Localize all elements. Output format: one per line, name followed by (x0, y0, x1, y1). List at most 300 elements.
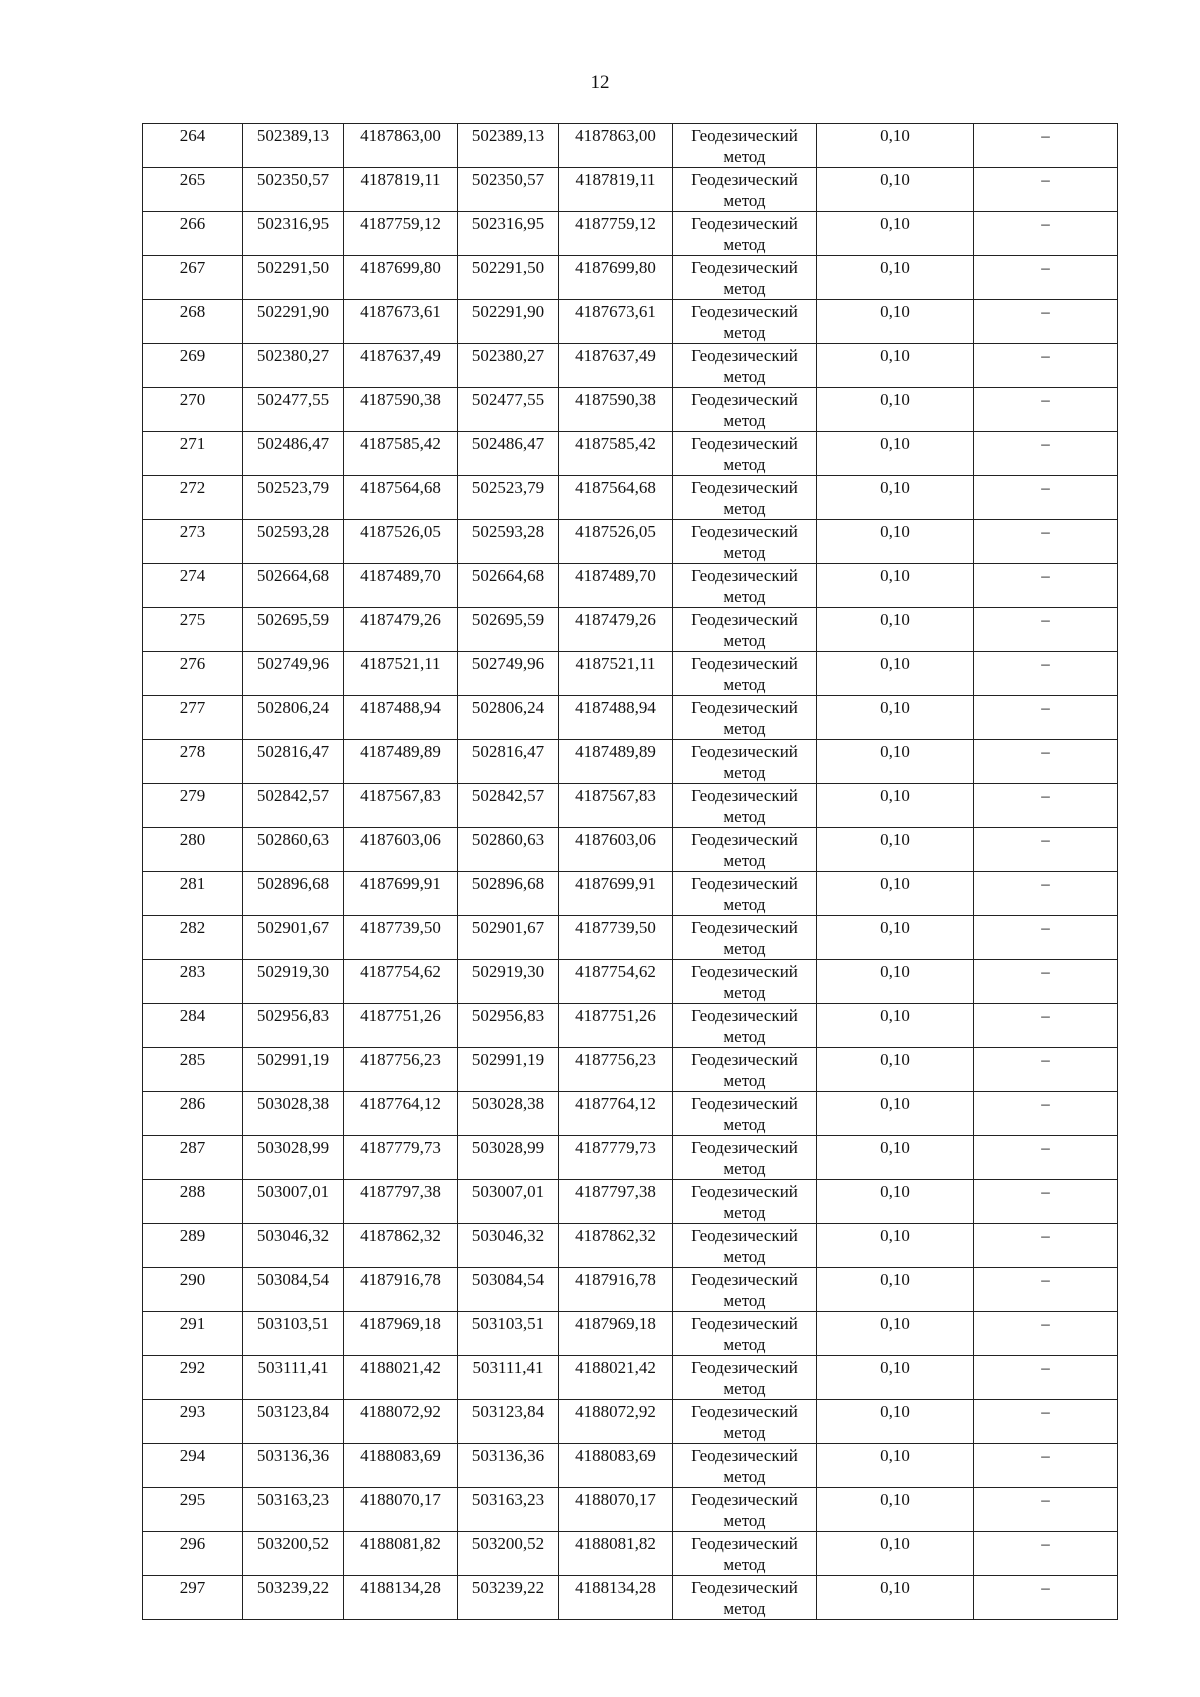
y-new-cell: 4187526,05 (559, 520, 673, 564)
accuracy-cell: 0,10 (817, 916, 974, 960)
point-number-cell: 288 (143, 1180, 243, 1224)
method-cell: Геодезический метод (673, 1048, 817, 1092)
table-row (143, 1048, 1118, 1092)
point-number-cell: 278 (143, 740, 243, 784)
table-row (143, 300, 1118, 344)
x-new-cell: 502842,57 (458, 784, 559, 828)
point-number-cell: 290 (143, 1268, 243, 1312)
description-cell: – (974, 828, 1118, 872)
method-cell: Геодезический метод (673, 1488, 817, 1532)
x-existing-cell: 502593,28 (243, 520, 344, 564)
x-existing-cell: 502695,59 (243, 608, 344, 652)
y-existing-cell: 4187637,49 (344, 344, 458, 388)
x-existing-cell: 502291,50 (243, 256, 344, 300)
method-cell: Геодезический метод (673, 608, 817, 652)
y-existing-cell: 4187489,89 (344, 740, 458, 784)
table-row (143, 1312, 1118, 1356)
y-existing-cell: 4187969,18 (344, 1312, 458, 1356)
point-number-cell: 273 (143, 520, 243, 564)
x-existing-cell: 503084,54 (243, 1268, 344, 1312)
x-new-cell: 503046,32 (458, 1224, 559, 1268)
description-cell: – (974, 1488, 1118, 1532)
y-existing-cell: 4187479,26 (344, 608, 458, 652)
method-cell: Геодезический метод (673, 432, 817, 476)
x-new-cell: 503239,22 (458, 1576, 559, 1620)
accuracy-cell: 0,10 (817, 432, 974, 476)
x-existing-cell: 502389,13 (243, 124, 344, 168)
method-cell: Геодезический метод (673, 652, 817, 696)
x-existing-cell: 502806,24 (243, 696, 344, 740)
description-cell: – (974, 740, 1118, 784)
description-cell: – (974, 432, 1118, 476)
x-existing-cell: 502316,95 (243, 212, 344, 256)
x-existing-cell: 502816,47 (243, 740, 344, 784)
table-row (143, 1268, 1118, 1312)
point-number-cell: 267 (143, 256, 243, 300)
y-existing-cell: 4187754,62 (344, 960, 458, 1004)
description-cell: – (974, 1400, 1118, 1444)
description-cell: – (974, 1180, 1118, 1224)
method-cell: Геодезический метод (673, 1092, 817, 1136)
method-cell: Геодезический метод (673, 1312, 817, 1356)
y-new-cell: 4187969,18 (559, 1312, 673, 1356)
method-cell: Геодезический метод (673, 784, 817, 828)
y-new-cell: 4187863,00 (559, 124, 673, 168)
description-cell: – (974, 1136, 1118, 1180)
y-existing-cell: 4187916,78 (344, 1268, 458, 1312)
accuracy-cell: 0,10 (817, 608, 974, 652)
x-new-cell: 502486,47 (458, 432, 559, 476)
table-row (143, 168, 1118, 212)
x-new-cell: 502816,47 (458, 740, 559, 784)
y-new-cell: 4188081,82 (559, 1532, 673, 1576)
method-cell: Геодезический метод (673, 1356, 817, 1400)
table-row (143, 696, 1118, 740)
x-existing-cell: 503163,23 (243, 1488, 344, 1532)
point-number-cell: 289 (143, 1224, 243, 1268)
description-cell: – (974, 256, 1118, 300)
y-new-cell: 4188070,17 (559, 1488, 673, 1532)
point-number-cell: 285 (143, 1048, 243, 1092)
y-new-cell: 4187564,68 (559, 476, 673, 520)
point-number-cell: 297 (143, 1576, 243, 1620)
x-existing-cell: 502896,68 (243, 872, 344, 916)
point-number-cell: 280 (143, 828, 243, 872)
y-new-cell: 4187585,42 (559, 432, 673, 476)
method-cell: Геодезический метод (673, 1180, 817, 1224)
y-new-cell: 4188072,92 (559, 1400, 673, 1444)
y-new-cell: 4188083,69 (559, 1444, 673, 1488)
accuracy-cell: 0,10 (817, 168, 974, 212)
point-number-cell: 282 (143, 916, 243, 960)
y-new-cell: 4187489,89 (559, 740, 673, 784)
accuracy-cell: 0,10 (817, 1400, 974, 1444)
method-cell: Геодезический метод (673, 1576, 817, 1620)
x-existing-cell: 502956,83 (243, 1004, 344, 1048)
accuracy-cell: 0,10 (817, 1444, 974, 1488)
y-new-cell: 4187699,80 (559, 256, 673, 300)
x-new-cell: 503136,36 (458, 1444, 559, 1488)
accuracy-cell: 0,10 (817, 828, 974, 872)
y-existing-cell: 4188081,82 (344, 1532, 458, 1576)
x-existing-cell: 502860,63 (243, 828, 344, 872)
y-new-cell: 4187489,70 (559, 564, 673, 608)
table-row (143, 1532, 1118, 1576)
x-new-cell: 502695,59 (458, 608, 559, 652)
point-number-cell: 284 (143, 1004, 243, 1048)
y-new-cell: 4187754,62 (559, 960, 673, 1004)
x-existing-cell: 502919,30 (243, 960, 344, 1004)
accuracy-cell: 0,10 (817, 652, 974, 696)
table-row (143, 476, 1118, 520)
x-existing-cell: 503200,52 (243, 1532, 344, 1576)
y-new-cell: 4187819,11 (559, 168, 673, 212)
x-new-cell: 502593,28 (458, 520, 559, 564)
x-new-cell: 502350,57 (458, 168, 559, 212)
x-new-cell: 502806,24 (458, 696, 559, 740)
x-new-cell: 502664,68 (458, 564, 559, 608)
accuracy-cell: 0,10 (817, 1488, 974, 1532)
description-cell: – (974, 652, 1118, 696)
method-cell: Геодезический метод (673, 740, 817, 784)
y-new-cell: 4187479,26 (559, 608, 673, 652)
table-row (143, 432, 1118, 476)
accuracy-cell: 0,10 (817, 1356, 974, 1400)
x-new-cell: 503163,23 (458, 1488, 559, 1532)
y-new-cell: 4188021,42 (559, 1356, 673, 1400)
x-existing-cell: 503123,84 (243, 1400, 344, 1444)
description-cell: – (974, 784, 1118, 828)
y-existing-cell: 4187489,70 (344, 564, 458, 608)
x-new-cell: 503084,54 (458, 1268, 559, 1312)
point-number-cell: 270 (143, 388, 243, 432)
x-new-cell: 502291,90 (458, 300, 559, 344)
x-new-cell: 502919,30 (458, 960, 559, 1004)
description-cell: – (974, 1004, 1118, 1048)
table-row (143, 916, 1118, 960)
point-number-cell: 293 (143, 1400, 243, 1444)
y-existing-cell: 4187797,38 (344, 1180, 458, 1224)
accuracy-cell: 0,10 (817, 1224, 974, 1268)
x-existing-cell: 502749,96 (243, 652, 344, 696)
method-cell: Геодезический метод (673, 1224, 817, 1268)
description-cell: – (974, 1092, 1118, 1136)
point-number-cell: 271 (143, 432, 243, 476)
x-existing-cell: 503007,01 (243, 1180, 344, 1224)
table-row (143, 1444, 1118, 1488)
description-cell: – (974, 1268, 1118, 1312)
table-row (143, 212, 1118, 256)
table-row (143, 256, 1118, 300)
x-new-cell: 503200,52 (458, 1532, 559, 1576)
table-row (143, 1136, 1118, 1180)
method-cell: Геодезический метод (673, 696, 817, 740)
y-existing-cell: 4187526,05 (344, 520, 458, 564)
description-cell: – (974, 916, 1118, 960)
description-cell: – (974, 1048, 1118, 1092)
y-existing-cell: 4187863,00 (344, 124, 458, 168)
point-number-cell: 294 (143, 1444, 243, 1488)
point-number-cell: 266 (143, 212, 243, 256)
method-cell: Геодезический метод (673, 1532, 817, 1576)
y-existing-cell: 4188134,28 (344, 1576, 458, 1620)
method-cell: Геодезический метод (673, 344, 817, 388)
y-new-cell: 4187673,61 (559, 300, 673, 344)
method-cell: Геодезический метод (673, 476, 817, 520)
description-cell: – (974, 1576, 1118, 1620)
x-new-cell: 503103,51 (458, 1312, 559, 1356)
accuracy-cell: 0,10 (817, 872, 974, 916)
method-cell: Геодезический метод (673, 1444, 817, 1488)
table-row (143, 828, 1118, 872)
table-row (143, 520, 1118, 564)
method-cell: Геодезический метод (673, 960, 817, 1004)
y-existing-cell: 4187699,91 (344, 872, 458, 916)
table-row (143, 388, 1118, 432)
description-cell: – (974, 1532, 1118, 1576)
x-existing-cell: 502486,47 (243, 432, 344, 476)
accuracy-cell: 0,10 (817, 1532, 974, 1576)
description-cell: – (974, 212, 1118, 256)
point-number-cell: 274 (143, 564, 243, 608)
description-cell: – (974, 1312, 1118, 1356)
x-existing-cell: 503103,51 (243, 1312, 344, 1356)
table-row (143, 1092, 1118, 1136)
x-existing-cell: 502477,55 (243, 388, 344, 432)
accuracy-cell: 0,10 (817, 960, 974, 1004)
table-row (143, 1224, 1118, 1268)
method-cell: Геодезический метод (673, 256, 817, 300)
point-number-cell: 275 (143, 608, 243, 652)
y-new-cell: 4188134,28 (559, 1576, 673, 1620)
page-number: 12 (590, 72, 610, 93)
x-new-cell: 502956,83 (458, 1004, 559, 1048)
y-new-cell: 4187779,73 (559, 1136, 673, 1180)
method-cell: Геодезический метод (673, 872, 817, 916)
x-new-cell: 502901,67 (458, 916, 559, 960)
x-existing-cell: 502991,19 (243, 1048, 344, 1092)
table-row (143, 1004, 1118, 1048)
accuracy-cell: 0,10 (817, 564, 974, 608)
method-cell: Геодезический метод (673, 1136, 817, 1180)
point-number-cell: 276 (143, 652, 243, 696)
accuracy-cell: 0,10 (817, 388, 974, 432)
x-existing-cell: 502842,57 (243, 784, 344, 828)
x-new-cell: 502860,63 (458, 828, 559, 872)
description-cell: – (974, 564, 1118, 608)
accuracy-cell: 0,10 (817, 1004, 974, 1048)
y-new-cell: 4187764,12 (559, 1092, 673, 1136)
x-existing-cell: 502380,27 (243, 344, 344, 388)
accuracy-cell: 0,10 (817, 300, 974, 344)
y-new-cell: 4187759,12 (559, 212, 673, 256)
x-new-cell: 502896,68 (458, 872, 559, 916)
coordinates-table (142, 123, 1118, 1620)
point-number-cell: 296 (143, 1532, 243, 1576)
description-cell: – (974, 168, 1118, 212)
description-cell: – (974, 476, 1118, 520)
description-cell: – (974, 300, 1118, 344)
table-row (143, 1180, 1118, 1224)
y-existing-cell: 4187759,12 (344, 212, 458, 256)
x-new-cell: 502389,13 (458, 124, 559, 168)
x-existing-cell: 503046,32 (243, 1224, 344, 1268)
x-existing-cell: 503111,41 (243, 1356, 344, 1400)
description-cell: – (974, 388, 1118, 432)
table-row (143, 344, 1118, 388)
y-existing-cell: 4187756,23 (344, 1048, 458, 1092)
y-existing-cell: 4187567,83 (344, 784, 458, 828)
accuracy-cell: 0,10 (817, 1136, 974, 1180)
point-number-cell: 287 (143, 1136, 243, 1180)
method-cell: Геодезический метод (673, 212, 817, 256)
x-existing-cell: 502901,67 (243, 916, 344, 960)
accuracy-cell: 0,10 (817, 212, 974, 256)
y-existing-cell: 4187779,73 (344, 1136, 458, 1180)
x-new-cell: 502380,27 (458, 344, 559, 388)
accuracy-cell: 0,10 (817, 1312, 974, 1356)
point-number-cell: 272 (143, 476, 243, 520)
y-new-cell: 4187862,32 (559, 1224, 673, 1268)
accuracy-cell: 0,10 (817, 520, 974, 564)
table-row (143, 1576, 1118, 1620)
y-new-cell: 4187699,91 (559, 872, 673, 916)
y-existing-cell: 4187590,38 (344, 388, 458, 432)
x-new-cell: 502316,95 (458, 212, 559, 256)
table-body (143, 124, 1118, 1620)
x-new-cell: 503111,41 (458, 1356, 559, 1400)
y-existing-cell: 4187699,80 (344, 256, 458, 300)
method-cell: Геодезический метод (673, 168, 817, 212)
y-existing-cell: 4187764,12 (344, 1092, 458, 1136)
method-cell: Геодезический метод (673, 520, 817, 564)
method-cell: Геодезический метод (673, 564, 817, 608)
y-existing-cell: 4188021,42 (344, 1356, 458, 1400)
y-existing-cell: 4188083,69 (344, 1444, 458, 1488)
x-new-cell: 502291,50 (458, 256, 559, 300)
y-new-cell: 4187637,49 (559, 344, 673, 388)
point-number-cell: 283 (143, 960, 243, 1004)
description-cell: – (974, 124, 1118, 168)
x-new-cell: 502991,19 (458, 1048, 559, 1092)
description-cell: – (974, 608, 1118, 652)
method-cell: Геодезический метод (673, 916, 817, 960)
point-number-cell: 281 (143, 872, 243, 916)
accuracy-cell: 0,10 (817, 696, 974, 740)
x-existing-cell: 503028,38 (243, 1092, 344, 1136)
y-new-cell: 4187521,11 (559, 652, 673, 696)
x-new-cell: 503123,84 (458, 1400, 559, 1444)
point-number-cell: 279 (143, 784, 243, 828)
point-number-cell: 295 (143, 1488, 243, 1532)
point-number-cell: 292 (143, 1356, 243, 1400)
table-row (143, 960, 1118, 1004)
table-row (143, 124, 1118, 168)
y-new-cell: 4187916,78 (559, 1268, 673, 1312)
table-row (143, 608, 1118, 652)
description-cell: – (974, 1444, 1118, 1488)
y-existing-cell: 4187488,94 (344, 696, 458, 740)
point-number-cell: 277 (143, 696, 243, 740)
y-existing-cell: 4187862,32 (344, 1224, 458, 1268)
x-existing-cell: 502291,90 (243, 300, 344, 344)
x-new-cell: 503028,99 (458, 1136, 559, 1180)
y-new-cell: 4187756,23 (559, 1048, 673, 1092)
table-row (143, 872, 1118, 916)
y-existing-cell: 4187739,50 (344, 916, 458, 960)
y-existing-cell: 4187819,11 (344, 168, 458, 212)
method-cell: Геодезический метод (673, 1400, 817, 1444)
description-cell: – (974, 872, 1118, 916)
accuracy-cell: 0,10 (817, 344, 974, 388)
y-existing-cell: 4187751,26 (344, 1004, 458, 1048)
y-existing-cell: 4187521,11 (344, 652, 458, 696)
x-new-cell: 502749,96 (458, 652, 559, 696)
accuracy-cell: 0,10 (817, 256, 974, 300)
method-cell: Геодезический метод (673, 1268, 817, 1312)
accuracy-cell: 0,10 (817, 476, 974, 520)
y-existing-cell: 4187585,42 (344, 432, 458, 476)
y-existing-cell: 4188072,92 (344, 1400, 458, 1444)
table-row (143, 740, 1118, 784)
table-row (143, 1356, 1118, 1400)
description-cell: – (974, 1356, 1118, 1400)
x-existing-cell: 503028,99 (243, 1136, 344, 1180)
accuracy-cell: 0,10 (817, 740, 974, 784)
x-new-cell: 503007,01 (458, 1180, 559, 1224)
x-new-cell: 503028,38 (458, 1092, 559, 1136)
y-new-cell: 4187797,38 (559, 1180, 673, 1224)
accuracy-cell: 0,10 (817, 1576, 974, 1620)
accuracy-cell: 0,10 (817, 1048, 974, 1092)
y-existing-cell: 4187673,61 (344, 300, 458, 344)
x-existing-cell: 502664,68 (243, 564, 344, 608)
y-new-cell: 4187590,38 (559, 388, 673, 432)
point-number-cell: 291 (143, 1312, 243, 1356)
table-row (143, 784, 1118, 828)
table-row (143, 1488, 1118, 1532)
method-cell: Геодезический метод (673, 1004, 817, 1048)
description-cell: – (974, 960, 1118, 1004)
x-existing-cell: 503239,22 (243, 1576, 344, 1620)
description-cell: – (974, 520, 1118, 564)
point-number-cell: 265 (143, 168, 243, 212)
x-existing-cell: 502523,79 (243, 476, 344, 520)
x-existing-cell: 503136,36 (243, 1444, 344, 1488)
accuracy-cell: 0,10 (817, 1092, 974, 1136)
method-cell: Геодезический метод (673, 828, 817, 872)
method-cell: Геодезический метод (673, 300, 817, 344)
x-new-cell: 502477,55 (458, 388, 559, 432)
x-new-cell: 502523,79 (458, 476, 559, 520)
description-cell: – (974, 344, 1118, 388)
accuracy-cell: 0,10 (817, 784, 974, 828)
point-number-cell: 269 (143, 344, 243, 388)
y-existing-cell: 4187603,06 (344, 828, 458, 872)
point-number-cell: 286 (143, 1092, 243, 1136)
description-cell: – (974, 1224, 1118, 1268)
description-cell: – (974, 696, 1118, 740)
accuracy-cell: 0,10 (817, 1268, 974, 1312)
y-new-cell: 4187488,94 (559, 696, 673, 740)
point-number-cell: 264 (143, 124, 243, 168)
y-new-cell: 4187603,06 (559, 828, 673, 872)
table-row (143, 652, 1118, 696)
table-row (143, 564, 1118, 608)
y-new-cell: 4187751,26 (559, 1004, 673, 1048)
accuracy-cell: 0,10 (817, 1180, 974, 1224)
x-existing-cell: 502350,57 (243, 168, 344, 212)
